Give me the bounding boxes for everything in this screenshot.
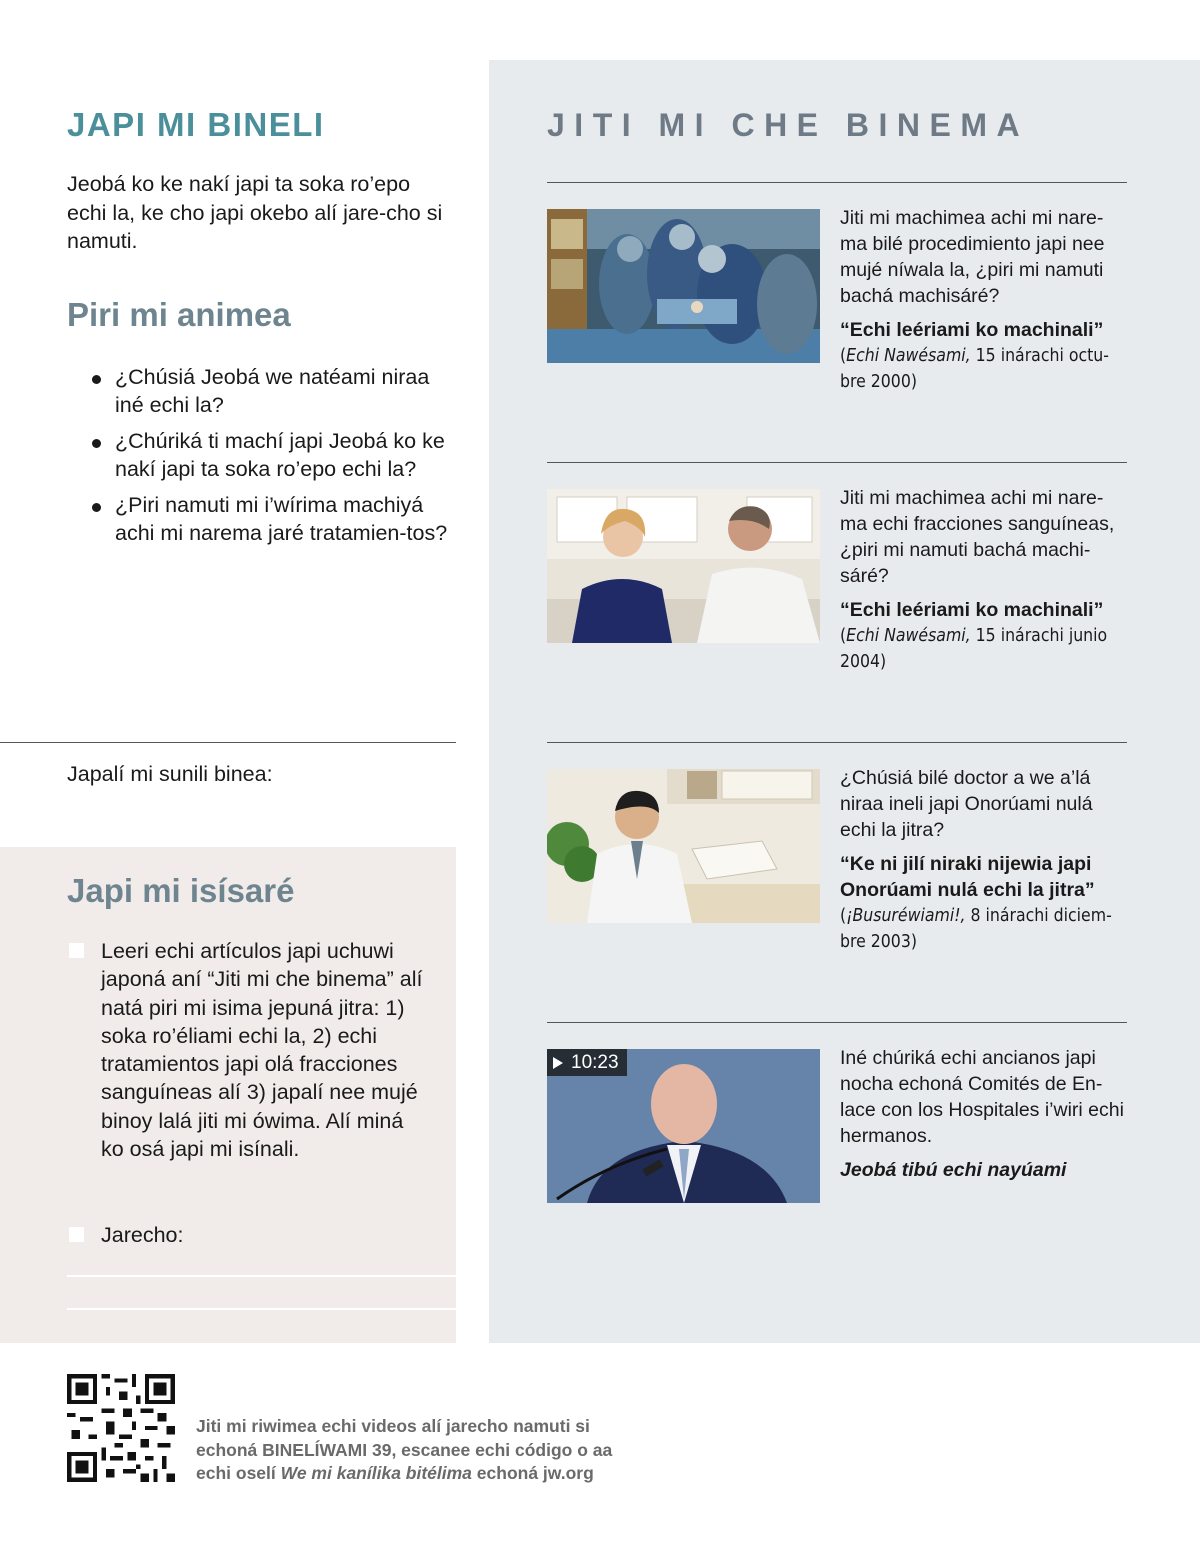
footer-line: Jiti mi riwimea echi videos alí jarecho namuti si [196, 1416, 590, 1436]
goal-text: Leeri echi artículos japi uchuwi japoná aní “Jiti mi che binema” alí natá piri mi isima jepuná jitra: 1) soka ro’éliami echi la, 2) echi tratamientos japi olá fracciones sanguíneas alí 3) japalí nee mujé binoy lalá jiti mi ówima. Alí miná ko osá japi mi isínali. [101, 939, 423, 1162]
questions-title: Piri mi animea [67, 296, 291, 333]
item-description: Iné chúriká echi ancianos japi nocha echoná Comités de En-lace con los Hospitales i’wiri echi hermanos. [840, 1047, 1124, 1147]
article-link[interactable]: “Ke ni jilí niraki nijewia japi Onorúami nulá echi la jitra” [840, 853, 1095, 901]
goal-checkbox[interactable] [69, 943, 84, 958]
question-item: ¿Chúsiá Jeobá we natéami niraa iné echi la? [92, 363, 452, 419]
summary-title: JAPI MI BINELI [67, 106, 325, 143]
section-divider [0, 742, 456, 743]
write-line[interactable] [67, 1275, 456, 1277]
question-item: ¿Chúriká ti machí japi Jeobá ko ke nakí japi ta soka ro’epo echi la? [92, 427, 452, 483]
article-source: (Echi Nawésami, 15 inárachi junio 2004) [840, 626, 1108, 672]
footer-text-part: echi oselí [196, 1463, 276, 1483]
goal-item[interactable] [67, 937, 427, 1163]
publication-name: Echi Nawésami, [846, 626, 971, 646]
item-divider [547, 182, 1127, 183]
doctor-photo[interactable] [547, 769, 820, 923]
video-duration-badge [547, 1049, 627, 1076]
publication-date: 15 inárachi octu-bre 2000) [840, 346, 1109, 392]
explore-item [840, 205, 1130, 395]
article-link[interactable]: “Echi leériami ko machinali” [840, 599, 1104, 621]
publication-date: 15 inárachi junio 2004) [840, 626, 1108, 672]
item-description: Jiti mi machimea achi mi nare-ma bilé procedimiento japi nee mujé níwala la, ¿piri mi namuti bachá machisáré? [840, 207, 1105, 307]
article-source: (Echi Nawésami, 15 inárachi octu-bre 2000) [840, 346, 1109, 392]
item-description: Jiti mi machimea achi mi nare-ma echi fracciones sanguíneas, ¿piri mi namuti bachá machi-sáré? [840, 487, 1115, 587]
surgery-photo[interactable] [547, 209, 820, 363]
goal-item[interactable] [67, 1221, 427, 1249]
question-item: ¿Piri namuti mi i’wírima machiyá achi mi narema jaré tratamien-tos? [92, 491, 452, 547]
item-description: ¿Chúsiá bilé doctor a we a’lá niraa ineli japi Onorúami nulá echi la jitra? [840, 767, 1093, 841]
item-divider [547, 1022, 1127, 1023]
publication-name: Echi Nawésami, [846, 346, 971, 366]
publication-name: ¡Busuréwiami!, [846, 906, 966, 926]
goals-title: Japi mi isísaré [67, 872, 295, 909]
explore-item [840, 765, 1130, 955]
footer-text-part: echoná jw.org [476, 1463, 594, 1483]
questions-list [92, 363, 452, 555]
publication-date: 8 inárachi diciem-bre 2003) [840, 906, 1112, 952]
explore-item [840, 1045, 1130, 1183]
remember-label: Japalí mi sunili binea: [67, 762, 273, 786]
article-source: (¡Busuréwiami!, 8 inárachi diciem-bre 2003) [840, 906, 1112, 952]
consultation-photo[interactable] [547, 489, 820, 643]
item-divider [547, 462, 1127, 463]
footer-line: echoná BINELÍWAMI 39, escanee echi código o aa [196, 1439, 613, 1460]
explore-item [840, 485, 1130, 675]
video-duration: 10:23 [571, 1052, 619, 1073]
article-link[interactable]: “Echi leériami ko machinali” [840, 319, 1104, 341]
goal-checkbox[interactable] [69, 1227, 84, 1242]
write-line[interactable] [67, 1308, 456, 1310]
explore-title: JITI MI CHE BINEMA [547, 107, 1030, 143]
footer-text [196, 1415, 636, 1486]
item-divider [547, 742, 1127, 743]
video-link[interactable]: Jeobá tibú echi nayúami [840, 1159, 1067, 1181]
summary-text: Jeobá ko ke nakí japi ta soka ro’epo echi la, ke cho japi okebo alí jare-cho si namuti. [67, 172, 443, 253]
goal-text: Jarecho: [101, 1223, 184, 1247]
play-icon [553, 1057, 563, 1069]
footer-link-title: We mi kanílika bitélima [280, 1463, 472, 1483]
footer-line [196, 1462, 636, 1486]
qr-code[interactable] [67, 1374, 175, 1482]
